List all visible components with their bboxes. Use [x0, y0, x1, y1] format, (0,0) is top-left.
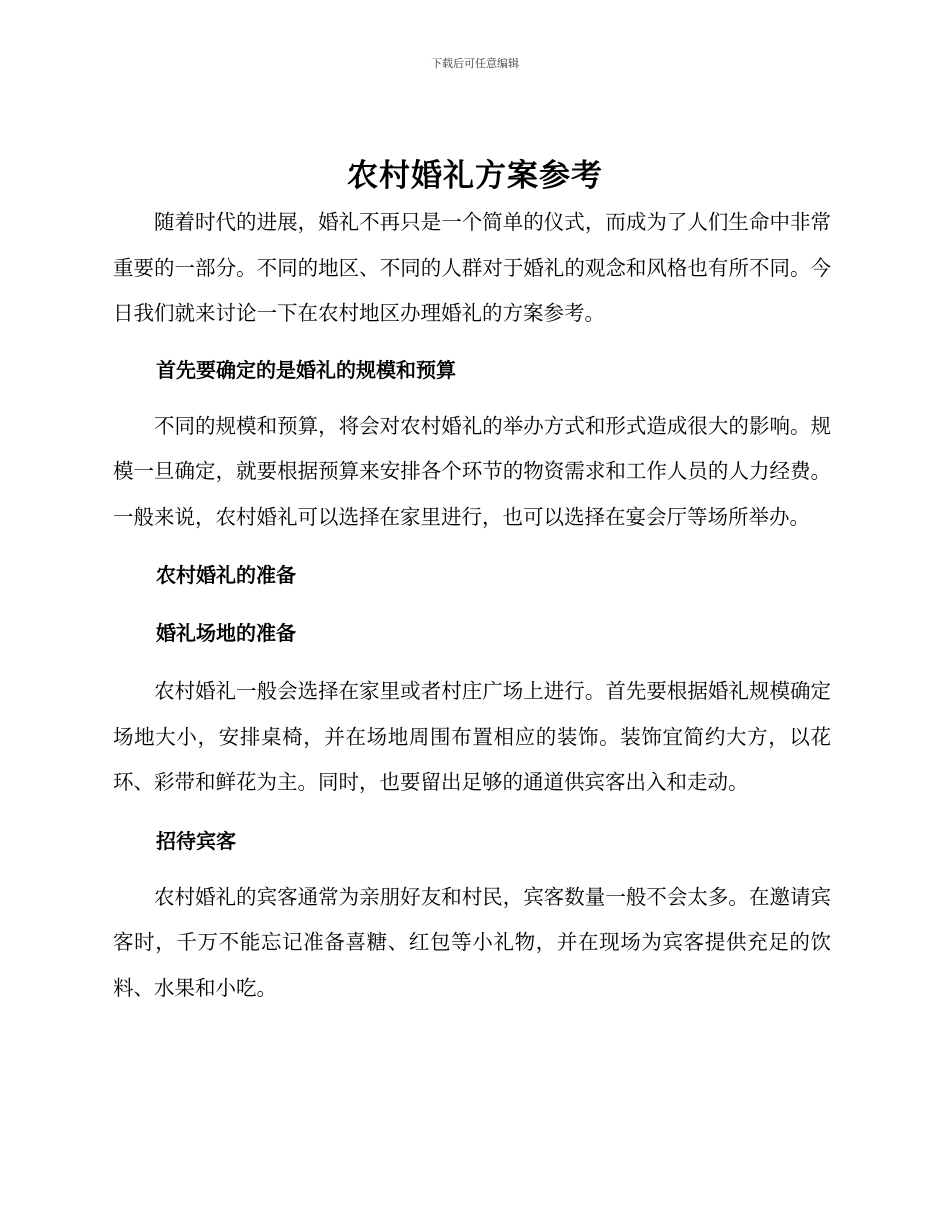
section-heading-venue: 婚礼场地的准备 [156, 621, 296, 645]
intro-paragraph: 随着时代的进展，婚礼不再只是一个简单的仪式，而成为了人们生命中非常重要的一部分。不同的地区、不同的人群对于婚礼的观念和风格也有所不同。今日我们就来讨论一下在农村地区办理婚礼的方案参考。 [113, 210, 831, 325]
section-heading-scale-budget: 首先要确定的是婚礼的规模和预算 [156, 357, 456, 382]
document-title: 农村婚礼方案参考 [347, 158, 603, 194]
paragraph-scale-budget: 不同的规模和预算，将会对农村婚礼的举办方式和形式造成很大的影响。规模一旦确定，就要根据预算来安排各个环节的物资需求和工作人员的人力经费。一般来说，农村婚礼可以选择在家里进行，也可以选择在宴会厅等场所举办。 [113, 413, 831, 529]
section-heading-guests: 招待宾客 [156, 828, 236, 853]
header-note: 下载后可任意编辑 [431, 57, 519, 70]
paragraph-guests: 农村婚礼的宾客通常为亲朋好友和村民，宾客数量一般不会太多。在邀请宾客时，千万不能忘记准备喜糖、红包等小礼物，并在现场为宾客提供充足的饮料、水果和小吃。 [113, 884, 831, 1000]
paragraph-venue: 农村婚礼一般会选择在家里或者村庄广场上进行。首先要根据婚礼规模确定场地大小，安排桌椅，并在场地周围布置相应的装饰。装饰宜简约大方，以花环、彩带和鲜花为主。同时，也要留出足够的通道供宾客出入和走动。 [113, 679, 831, 794]
section-heading-preparation: 农村婚礼的准备 [156, 563, 296, 587]
document-body [113, 200, 831, 1011]
